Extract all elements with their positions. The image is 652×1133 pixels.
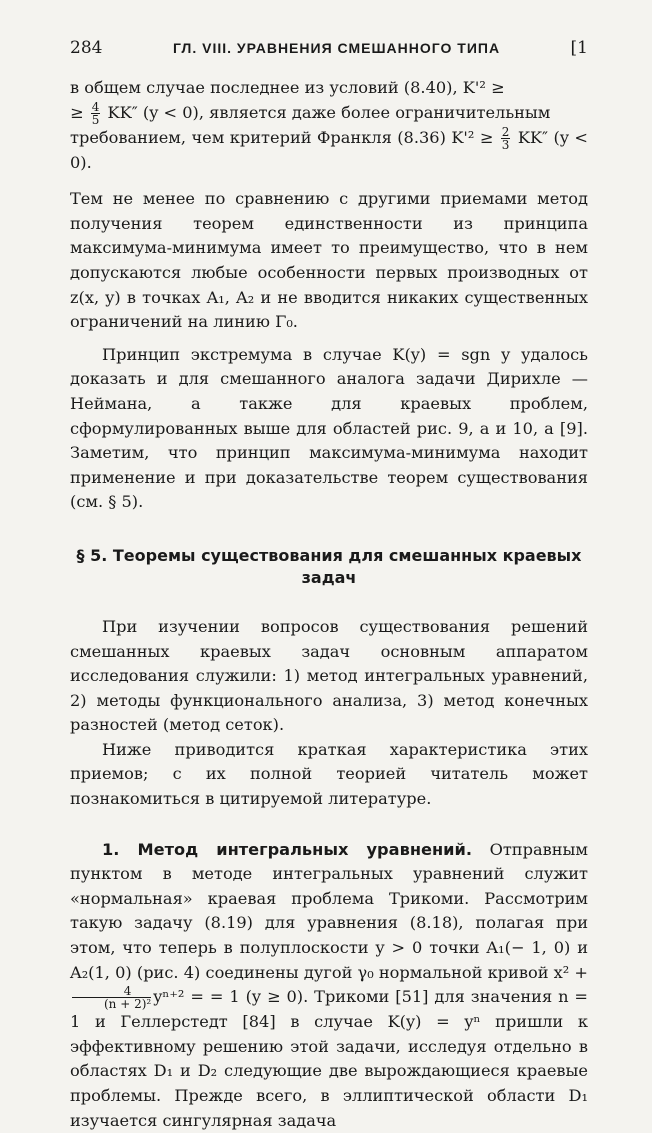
paragraph-5: Ниже приводится краткая характеристика этих приемов; с их полной теорией читатель может познакомиться в цитируемой литературе. <box>70 739 588 809</box>
section-title-line-1: § 5. Теоремы существования для смешанных краевых <box>76 545 582 565</box>
book-page <box>70 38 588 1133</box>
p1-line-a: в общем случае последнее из условий (8.40), K'² ≥ <box>70 78 505 97</box>
paragraph-2: Тем не менее по сравнению с другими приемами метод получения теорем единственности из принципа максимума-минимума имеет то преимущество, что в нем допускаются любые особенности первых производных от z(x, y) в точках A₁, A₂ и не вводится никаких существенных ограничений на линию Γ₀. <box>70 189 588 332</box>
subsection-title: 1. Метод интегральных уравнений. <box>102 839 472 859</box>
fraction-2-3: $\frac{2}{3}$ <box>501 124 510 152</box>
chapter-marker: [1 <box>570 38 588 58</box>
fraction-normal-curve: $\frac{4}{\text{(n + 2)²}}$ <box>72 985 151 1010</box>
running-title: ГЛ. VIII. УРАВНЕНИЯ СМЕШАННОГО ТИПА <box>172 40 501 56</box>
p1-line-c: KK″ (y < 0), является даже более ограничительным <box>102 102 551 122</box>
fraction-4-5: $\frac{4}{5}$ <box>91 99 100 127</box>
paragraph-4: При изучении вопросов существования решений смешанных краевых задач основным аппаратом исследования служили: 1) метод интегральных уравнений, 2) методы функционального анализа, 3) метод конечных разностей (метод сеток). <box>70 616 588 735</box>
p6-text-a: Отправным пунктом в методе интегральных уравнений служит «нормальная» краевая проблема Трикоми. Рассмотрим такую задачу (8.19) для уравнения (8.18), полагая при этом, что теперь в полуплоскости y > 0 точки A₁(− 1, 0) и A₂(1, 0) (рис. 4) соединены дугой γ₀ нормальной кривой x² + <box>70 839 588 982</box>
page-header <box>70 38 588 58</box>
section-title <box>70 545 588 589</box>
p1-line-d: требованием, чем критерий Франкля (8.36) K'² ≥ <box>70 127 499 147</box>
paragraph-6 <box>70 838 588 1133</box>
section-title-line-2: задач <box>301 567 357 587</box>
paragraph-3: Принцип экстремума в случае K(y) = sgn y удалось доказать и для смешанного аналога задачи Дирихле — Неймана, а также для краевых проблем, сформулированных выше для областей рис. 9, а и 10, а [9]. Заметим, что принцип максимума-минимума находит применение и при доказательстве теорем существования (см. § 5). <box>70 344 588 512</box>
page-number: 284 <box>70 38 103 58</box>
p1-line-e: KK″ (y < 0). <box>70 127 588 172</box>
paragraph-1 <box>70 76 588 175</box>
p6-text-c: = 1 (y ≥ 0). Трикоми [51] для значения n = 1 и Геллерстедт [84] в случае K(y) = yⁿ пришли к эффективному решению этой задачи, исследуя отдельно в областях D₁ и D₂ следующие две вырождающиеся краевые проблемы. Прежде всего, в эллиптической области D₁ изучается сингулярная задача <box>70 987 588 1130</box>
p1-line-b: ≥ <box>70 102 89 122</box>
p6-text-b: yⁿ⁺² = <box>153 987 204 1007</box>
